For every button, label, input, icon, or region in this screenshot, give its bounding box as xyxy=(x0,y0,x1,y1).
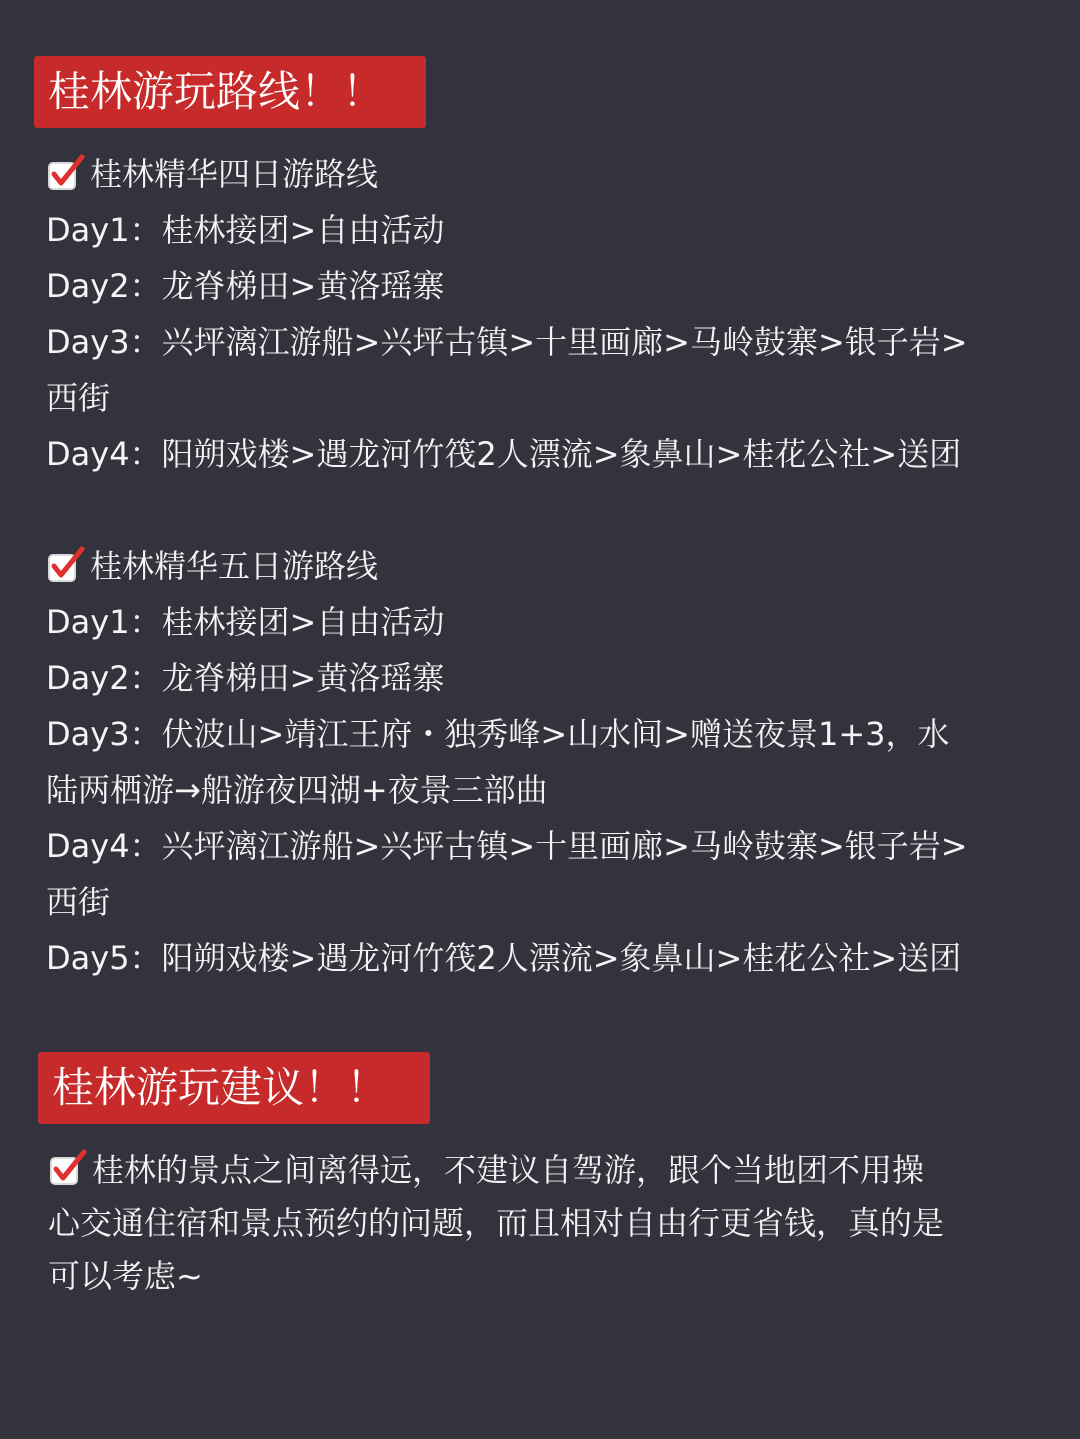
tips-line: 可以考虑~ xyxy=(48,1257,203,1295)
five-day-heading xyxy=(46,538,1046,594)
tips-line: 心交通住宿和景点预约的问题，而且相对自由行更省钱，真的是 xyxy=(48,1204,945,1242)
tips-line-text: 桂林的景点之间离得远，不建议自驾游，跟个当地团不用操 xyxy=(92,1151,925,1189)
five-day-line: Day5：阳朔戏楼>遇龙河竹筏2人漂流>象鼻山>桂花公社>送团 xyxy=(46,939,962,977)
five-day-line: Day2：龙脊梯田>黄洛瑶寨 xyxy=(46,659,445,697)
tips-line xyxy=(48,1144,1038,1197)
tips-paragraph xyxy=(48,1144,1038,1303)
four-day-line: Day1：桂林接团>自由活动 xyxy=(46,211,445,249)
checkbox-checked-icon xyxy=(46,546,86,586)
five-day-route xyxy=(46,538,1046,986)
four-day-heading-text: 桂林精华四日游路线 xyxy=(90,155,379,193)
five-day-line: Day1：桂林接团>自由活动 xyxy=(46,603,445,641)
five-day-heading-text: 桂林精华五日游路线 xyxy=(90,547,379,585)
checkbox-checked-icon xyxy=(46,154,86,194)
four-day-line: 西街 xyxy=(46,379,111,417)
four-day-line: Day2：龙脊梯田>黄洛瑶寨 xyxy=(46,267,445,305)
tips-banner: 桂林游玩建议！！ xyxy=(38,1052,430,1124)
four-day-line: Day3：兴坪漓江游船>兴坪古镇>十里画廊>马岭鼓寨>银子岩> xyxy=(46,323,968,361)
five-day-line: Day3：伏波山>靖江王府・独秀峰>山水间>赠送夜景1+3，水 xyxy=(46,715,950,753)
four-day-heading xyxy=(46,146,1046,202)
four-day-line: Day4：阳朔戏楼>遇龙河竹筏2人漂流>象鼻山>桂花公社>送团 xyxy=(46,435,962,473)
five-day-line: 西街 xyxy=(46,883,111,921)
five-day-line: 陆两栖游→船游夜四湖+夜景三部曲 xyxy=(46,771,548,809)
five-day-line: Day4：兴坪漓江游船>兴坪古镇>十里画廊>马岭鼓寨>银子岩> xyxy=(46,827,968,865)
checkbox-checked-icon xyxy=(48,1149,88,1189)
four-day-route xyxy=(46,146,1046,482)
routes-banner: 桂林游玩路线！！ xyxy=(34,56,426,128)
